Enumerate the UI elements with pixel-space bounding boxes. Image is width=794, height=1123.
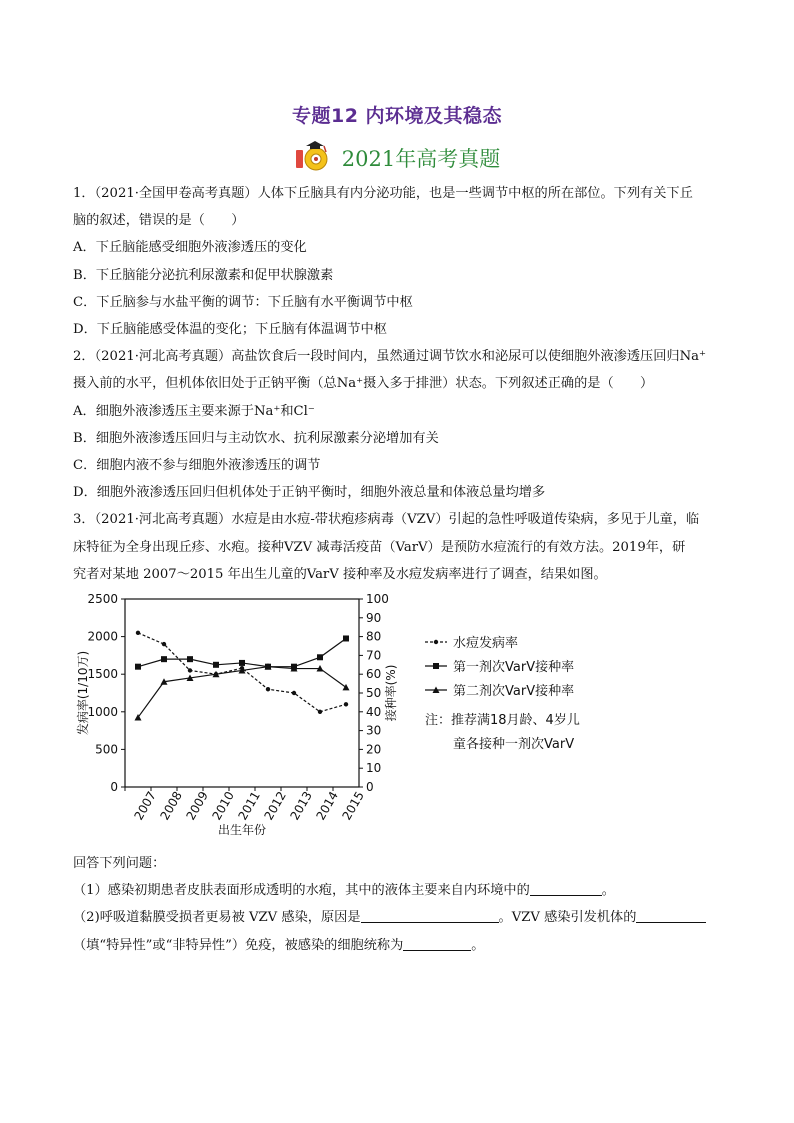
q1-stem-line1: 1．（2021·全国甲卷高考真题）人体下丘脑具有内分泌功能，也是一些调节中枢的所在部位。下列有关下丘 (73, 186, 693, 201)
answer-blank-2[interactable] (361, 908, 499, 923)
right-axis-tick-label: 90 (366, 610, 382, 625)
right-axis-tick-label: 50 (366, 686, 382, 701)
answer-blank-1[interactable] (530, 881, 602, 896)
q1-option-d: D．下丘脑能感受体温的变化；下丘脑有体温调节中枢 (73, 322, 387, 338)
right-axis-tick-label: 40 (366, 704, 382, 719)
q3-sub2-text-b: 。VZV 感染引发机体的 (498, 910, 637, 926)
left-axis-tick-label: 0 (110, 780, 118, 795)
series-1-point (318, 710, 322, 714)
series-2-point (343, 636, 349, 642)
chart-note-line1: 注：推荐满18月龄、4岁儿 (425, 713, 580, 729)
q2-stem-line2: 摄入前的水平，但机体依旧处于正钠平衡（总Na⁺摄入多于排泄）状态。下列叙述正确的是（ ） (73, 376, 654, 392)
answer-blank-3[interactable] (636, 908, 706, 923)
q1-option-c: C．下丘脑参与水盐平衡的调节：下丘脑有水平衡调节中枢 (73, 294, 413, 310)
q1-stem-line2: 脑的叙述，错误的是（ ） (73, 213, 245, 229)
q3-sub2-end: 。 (471, 937, 485, 953)
series-1-point (188, 668, 192, 672)
series-1-point (344, 702, 348, 706)
series-1-point (162, 642, 166, 646)
subtitle-row (0, 140, 794, 176)
right-axis-tick-label: 100 (366, 592, 389, 607)
left-axis-label: 发病率(1/10万) (76, 650, 90, 736)
plot-frame (125, 599, 359, 787)
legend-label-3: 第二剂次VarV接种率 (453, 684, 575, 700)
series-2-point (161, 656, 167, 662)
q2-stem-line1: 2．（2021·河北高考真题）高盐饮食后一段时间内，虽然通过调节饮水和泌尿可以使细胞外液渗透压回归Na⁺ (73, 349, 706, 365)
legend-label-1: 水痘发病率 (453, 636, 519, 652)
x-axis-tick-label: 2014 (313, 789, 341, 823)
q3-sub2-line1 (73, 904, 723, 931)
x-axis-tick-label: 2008 (157, 789, 185, 823)
x-axis-tick-label: 2009 (183, 789, 211, 823)
chart-note-line2: 童各接种一剂次VarV (453, 737, 575, 753)
left-axis-tick-label: 1000 (87, 704, 118, 719)
q2-option-c: C．细胞内液不参与细胞外液渗透压的调节 (73, 458, 321, 474)
x-axis-tick-label: 2007 (131, 789, 159, 823)
q1-option-a: A．下丘脑能感受细胞外液渗透压的变化 (73, 240, 307, 256)
series-2-point (187, 656, 193, 662)
answer-blank-4[interactable] (403, 936, 471, 951)
q2-option-a: A．细胞外液渗透压主要来源于Na⁺和Cl⁻ (73, 403, 315, 419)
legend-label-2: 第一剂次VarV接种率 (453, 660, 575, 676)
incidence-vaccination-chart (73, 590, 723, 850)
right-axis-tick-label: 30 (366, 723, 382, 738)
q3-sub1-end: 。 (601, 883, 615, 899)
series-2-point (317, 654, 323, 660)
chart-container (73, 590, 723, 850)
series-2-point (135, 664, 141, 670)
q3-sub2-text-c: （填“特异性”或“非特异性”）免疫，被感染的细胞统称为 (73, 937, 404, 953)
series-2-point (213, 662, 219, 668)
x-axis-tick-label: 2015 (339, 789, 367, 823)
q2-option-d: D．细胞外液渗透压回归但机体处于正钠平衡时，细胞外液总量和体液总量均增多 (73, 485, 546, 501)
series-1-point (136, 631, 140, 635)
series-1-point (266, 687, 270, 691)
x-axis-tick-label: 2013 (287, 789, 315, 823)
q2-option-b: B．细胞外液渗透压回归与主动饮水、抗利尿激素分泌增加有关 (73, 430, 439, 446)
x-axis-tick-label: 2012 (261, 789, 289, 823)
q3-sub1-text: （1）感染初期患者皮肤表面形成透明的水疱，其中的液体主要来自内环境中的 (73, 883, 530, 899)
q1-option-b: B．下丘脑能分泌抗利尿激素和促甲状腺激素 (73, 267, 334, 283)
q3-sub2-line2 (73, 932, 723, 959)
left-axis-tick-label: 2500 (87, 592, 118, 607)
question-body (73, 180, 723, 959)
subtitle: 2021年高考真题 (341, 147, 501, 171)
series-line-3 (138, 667, 346, 718)
x-axis-label: 出生年份 (217, 823, 267, 838)
mascot-icon (294, 140, 334, 176)
q3-stem-line1: 3．（2021·河北高考真题）水痘是由水痘-带状疱疹病毒（VZV）引起的急性呼吸道传染病，多见于儿童，临 (73, 512, 700, 528)
left-axis-tick-label: 1500 (87, 667, 118, 682)
q3-stem-line2: 床特征为全身出现丘疹、水疱。接种VZV 减毒活疫苗（VarV）是预防水痘流行的有效方法。2019年，研 (73, 539, 686, 555)
left-axis-tick-label: 500 (95, 742, 118, 757)
left-axis-tick-label: 2000 (87, 629, 118, 644)
right-axis-tick-label: 80 (366, 629, 382, 644)
right-axis-tick-label: 10 (366, 761, 382, 776)
x-axis-tick-label: 2010 (209, 789, 237, 823)
q3-sub2-text-a: （2)呼吸道黏膜受损者更易被 VZV 感染，原因是 (73, 910, 361, 926)
q3-stem-line3: 究者对某地 2007～2015 年出生儿童的VarV 接种率及水痘发病率进行了调查，结果如图。 (73, 566, 607, 582)
page-title: 专题12 内环境及其稳态 (291, 105, 503, 127)
right-axis-tick-label: 0 (366, 780, 374, 795)
legend-marker-2 (433, 663, 439, 669)
series-3-point (343, 684, 350, 691)
series-1-point (292, 691, 296, 695)
right-axis-tick-label: 20 (366, 742, 382, 757)
right-axis-tick-label: 60 (366, 667, 382, 682)
answer-intro: 回答下列问题： (73, 856, 166, 872)
right-axis-label: 接种率(%) (384, 664, 398, 722)
right-axis-tick-label: 70 (366, 648, 382, 663)
x-axis-tick-label: 2011 (235, 789, 263, 823)
series-2-point (239, 660, 245, 666)
q3-sub1 (73, 877, 723, 904)
legend-marker-1 (434, 640, 438, 644)
